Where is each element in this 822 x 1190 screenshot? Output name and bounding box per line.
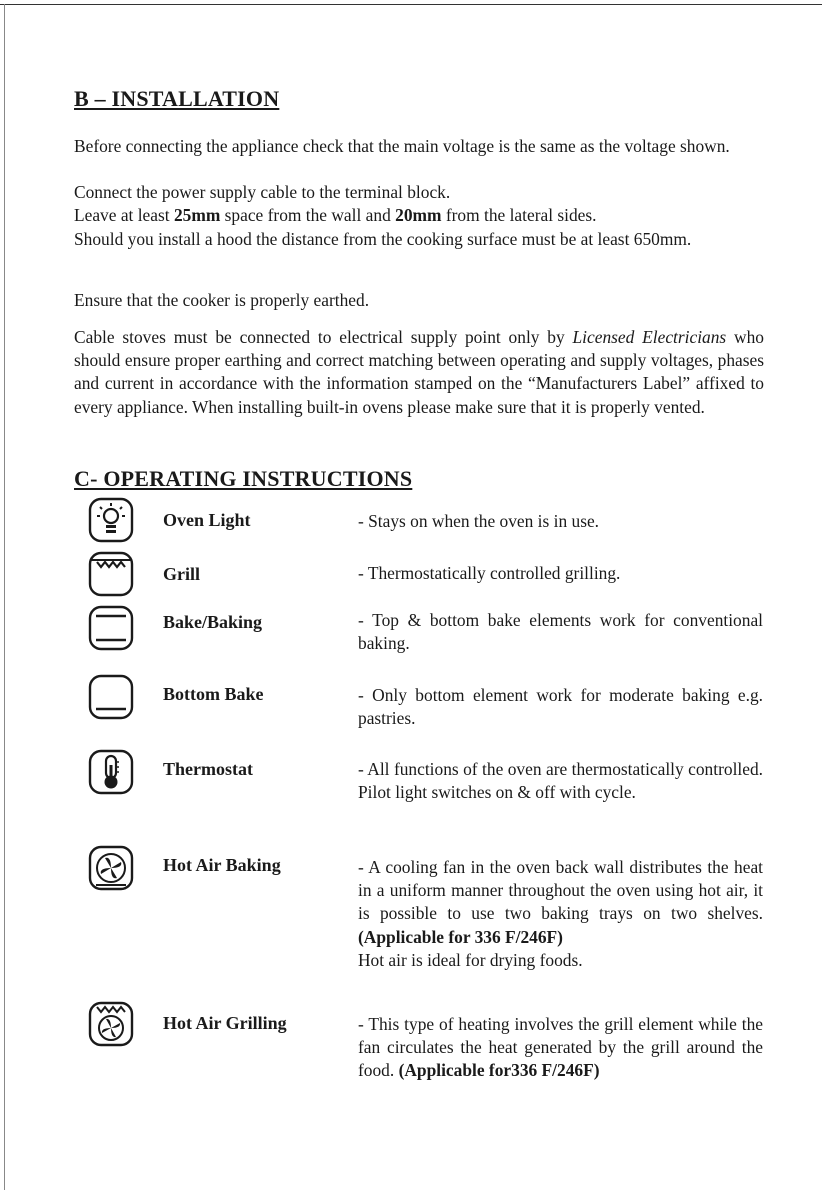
installation-hood-paragraph: Should you install a hood the distance from the cooking surface must be at least 650mm. — [74, 229, 692, 249]
grill-label: Grill — [163, 564, 200, 584]
oven-light-label: Oven Light — [163, 510, 251, 530]
bottom-bake-label: Bottom Bake — [163, 684, 264, 704]
bake-icon — [88, 605, 134, 651]
grill-icon — [88, 551, 134, 597]
installation-voltage-paragraph: Before connecting the appliance check that the main voltage is the same as the voltage shown. — [74, 136, 730, 156]
installation-cable-paragraph: Connect the power supply cable to the terminal block. — [74, 182, 451, 202]
hot-air-grilling-label: Hot Air Grilling — [163, 1013, 287, 1033]
oven-light-icon — [88, 497, 134, 543]
top-border-line — [0, 4, 822, 5]
hot-air-baking-label: Hot Air Baking — [163, 855, 281, 875]
bake-description: - Top & bottom bake elements work for conventional baking. — [358, 610, 763, 654]
installation-clearance-paragraph: Leave at least 25mm space from the wall and 20mm from the lateral sides. — [74, 205, 597, 225]
hot-air-baking-icon — [88, 845, 134, 891]
bottom-bake-icon — [88, 674, 134, 720]
hot-air-baking-description: - A cooling fan in the oven back wall distributes the heat in a uniform manner throughout the oven using hot air, it is possible to use two baking trays on two shelves. (Applicable for 336 F/246F) Hot air is ideal for drying foods. — [358, 857, 763, 970]
hot-air-grilling-description: - This type of heating involves the grill element while the fan circulates the heat generated by the grill around the food. (Applicable for336 F/246F) — [358, 1014, 763, 1081]
bake-label: Bake/Baking — [163, 612, 263, 632]
hot-air-grilling-icon — [88, 1001, 134, 1047]
bottom-bake-description: - Only bottom element work for moderate baking e.g. pastries. — [358, 685, 763, 729]
operating-heading: C- OPERATING INSTRUCTIONS — [74, 466, 413, 491]
thermostat-description: - All functions of the oven are thermostatically controlled. Pilot light switches on & off with cycle. — [358, 759, 763, 803]
installation-electrician-paragraph: Cable stoves must be connected to electrical supply point only by Licensed Electricians who should ensure proper earthing and correct matching between operating and supply voltages, phases and current in accordance with the information stamped on the “Manufacturers Label” affixed to every appliance. When installing built-in ovens please make sure that it is properly vented. — [74, 327, 764, 417]
left-border-line — [4, 4, 5, 1190]
installation-heading: B – INSTALLATION — [74, 86, 280, 111]
grill-description: - Thermostatically controlled grilling. — [358, 563, 621, 583]
thermostat-label: Thermostat — [163, 759, 253, 779]
installation-earth-paragraph: Ensure that the cooker is properly earthed. — [74, 290, 370, 310]
oven-light-description: - Stays on when the oven is in use. — [358, 511, 600, 531]
thermostat-icon — [88, 749, 134, 795]
